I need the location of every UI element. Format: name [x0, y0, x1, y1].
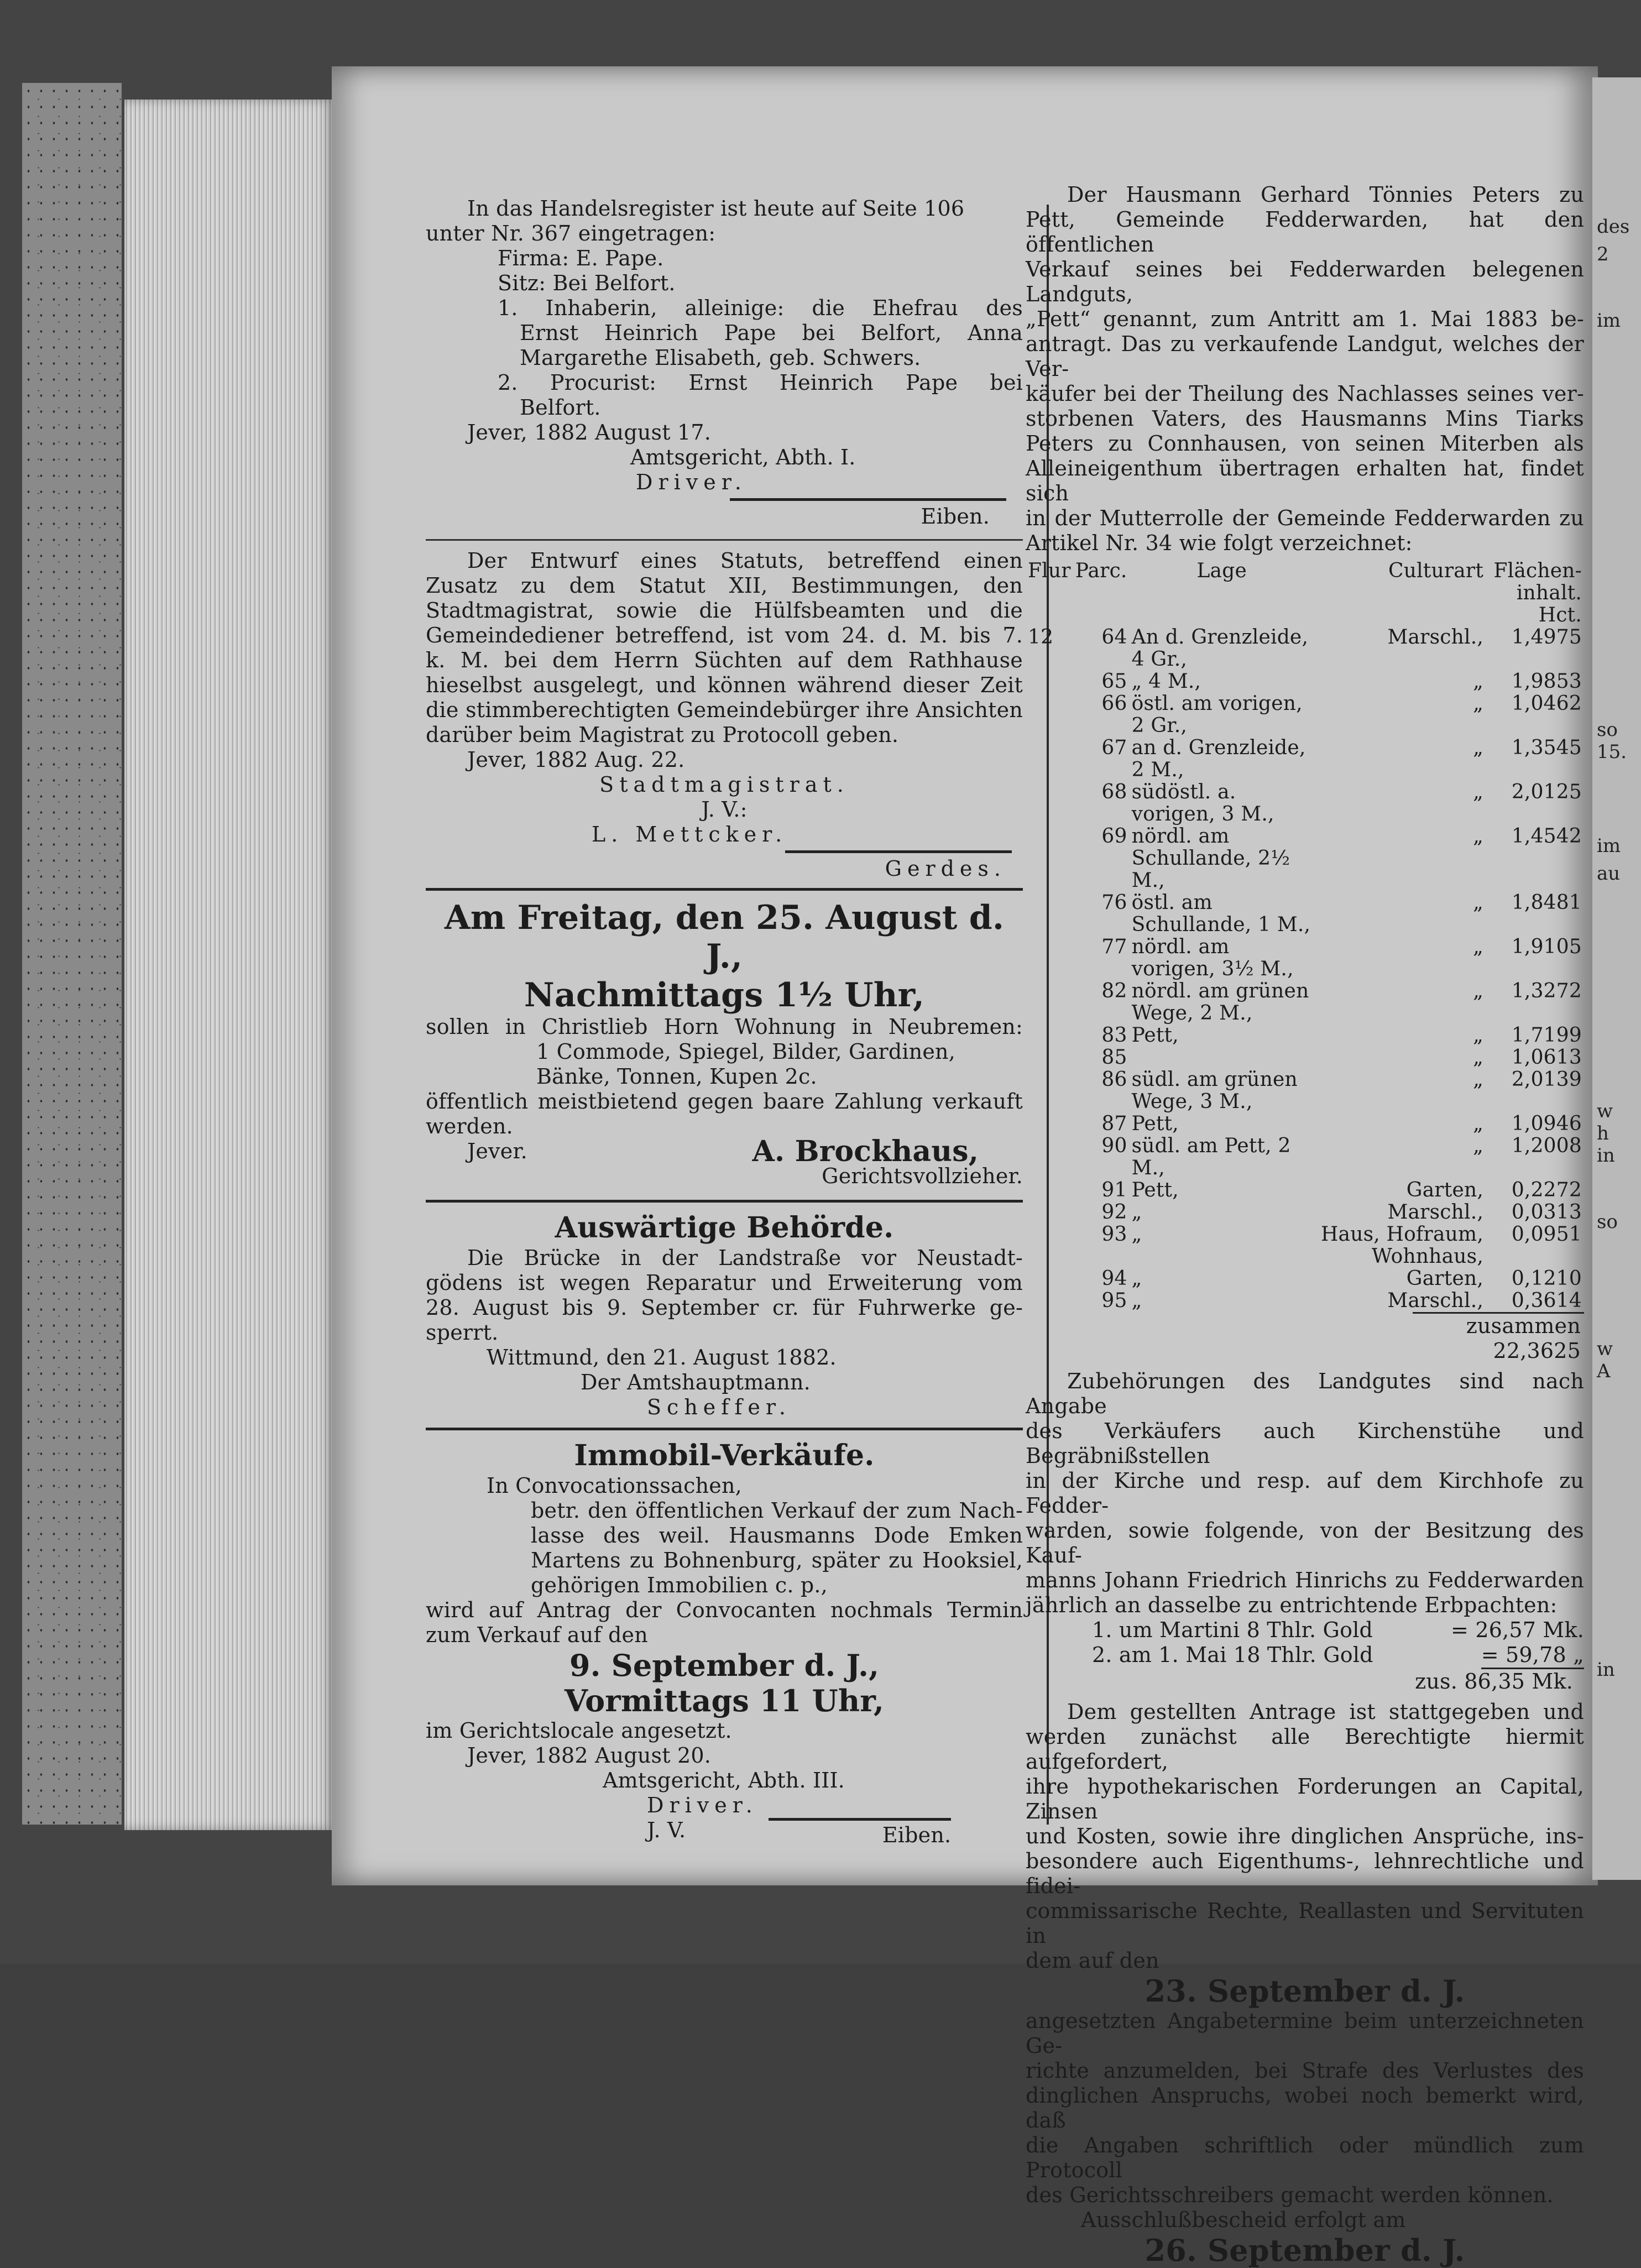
margin-fragment: au	[1597, 863, 1621, 885]
table-cell: 64	[1101, 626, 1127, 649]
table-cell: 1,0613	[1511, 1046, 1582, 1069]
margin-fragment: A	[1597, 1360, 1611, 1382]
table-row	[1026, 1224, 1584, 1268]
text-line: 2. am 1. Mai 18 Thlr. Gold	[1092, 1643, 1373, 1667]
table-cell: Marschl.,	[1387, 1201, 1483, 1224]
text-line: Sitz: Bei Belfort.	[498, 271, 676, 295]
table-cell: 1,7199	[1511, 1024, 1582, 1047]
table-cell: 83	[1101, 1024, 1127, 1047]
next-page-edge	[1592, 77, 1641, 1880]
text-line: 1. Inhaberin, alleinige: die Ehefrau des	[498, 296, 1023, 320]
table-cell: Garten,	[1406, 1267, 1483, 1290]
table-cell: „	[1473, 781, 1483, 803]
table-cell: An d. Grenzleide, 4 Gr.,	[1131, 626, 1309, 671]
table-cell: „	[1131, 1223, 1142, 1246]
table-cell: 68	[1101, 781, 1127, 803]
auction-title: Am Freitag, den 25. August d. J.,	[444, 898, 1005, 976]
table-cell: 12	[1028, 626, 1054, 649]
text-line: besondere auch Eigenthums-, lehnrechtliche und fidei-	[1026, 1849, 1584, 1898]
right-column	[1026, 182, 1584, 2268]
table-cell: 66	[1101, 692, 1127, 715]
table-cell: 82	[1101, 980, 1127, 1002]
text-line: wird auf Antrag der Convocanten nochmals Termin	[426, 1598, 1023, 1622]
text-line: Stadtmagistrat, sowie die Hülfsbeamten und die	[426, 598, 1023, 623]
text-line: manns Johann Friedrich Hinrichs zu Fedderwarden	[1026, 1568, 1584, 1592]
table-cell: 1,4975	[1511, 626, 1582, 649]
text-line: Firma: E. Pape.	[498, 246, 664, 270]
column-header: Parc.	[1075, 560, 1127, 582]
section-rule	[426, 1428, 1023, 1430]
table-cell: 86	[1101, 1068, 1127, 1091]
margin-fragment: h	[1597, 1122, 1609, 1145]
margin-fragment: in	[1597, 1659, 1615, 1681]
table-cell: „	[1473, 980, 1483, 1002]
text-line: des Verkäufers auch Kirchenstühe und Begräbnißstellen	[1026, 1419, 1584, 1468]
left-column	[426, 196, 1023, 1848]
text-line: commissarische Rechte, Reallasten und Servituten in	[1026, 1899, 1584, 1948]
table-cell: 1,0946	[1511, 1112, 1582, 1135]
amount-total: zus. 86,35 Mk.	[1415, 1669, 1573, 1694]
text-line: Stadtmagistrat.	[599, 772, 849, 797]
text-line: Alleineigenthum übertragen erhalten hat, findet sich	[1026, 456, 1584, 505]
table-cell: Pett,	[1131, 1024, 1179, 1047]
table-cell	[1026, 737, 1073, 781]
table-cell	[1026, 1179, 1073, 1201]
table-cell: „	[1131, 1267, 1142, 1290]
table-cell: 1,3545	[1511, 736, 1582, 759]
text-line: zum Verkauf auf den	[426, 1623, 648, 1647]
text-line: Zusatz zu dem Statut XII, Bestimmungen, den	[426, 573, 1023, 598]
table-cell: „	[1473, 1046, 1483, 1069]
text-line: sollen in Christlieb Horn Wohnung in Neubremen:	[426, 1015, 1023, 1039]
table-row	[1026, 737, 1584, 781]
time-highlight: Vormittags 11 Uhr,	[564, 1683, 885, 1718]
table-cell	[1026, 825, 1073, 892]
table-cell: „	[1473, 1135, 1483, 1157]
text-line: dinglichen Anspruchs, wobei noch bemerkt wird, daß	[1026, 2083, 1584, 2133]
signature-rule	[730, 498, 1006, 501]
table-row	[1026, 1268, 1584, 1290]
signature: Gerdes.	[885, 856, 1006, 881]
table-row	[1026, 936, 1584, 980]
text-line: Peters zu Connhausen, von seinen Miterben als	[1026, 431, 1584, 456]
text-line: Margarethe Elisabeth, geb. Schwers.	[520, 346, 921, 370]
speckled-cover	[22, 83, 122, 1825]
table-cell: 1,0462	[1511, 692, 1582, 715]
text-line: Belfort.	[520, 395, 601, 420]
section-rule	[426, 888, 1023, 891]
column-header: Flächen-inhalt. Hct.	[1493, 560, 1582, 626]
text-line: jährlich an dasselbe zu entrichtende Erbpachten:	[1026, 1593, 1558, 1617]
immobil-notice	[426, 1438, 1023, 1848]
table-cell	[1026, 1224, 1073, 1268]
book-fore-edge	[124, 100, 335, 1830]
statut-notice	[426, 548, 1023, 881]
text-line: in der Kirche und resp. auf dem Kirchhofe zu Fedder-	[1026, 1469, 1584, 1518]
text-line: 28. August bis 9. September cr. für Fuhrwerke ge-	[426, 1295, 1023, 1320]
table-cell	[1026, 671, 1073, 693]
table-cell: „	[1473, 891, 1483, 914]
text-line: öffentlich meistbietend gegen baare Zahlung verkauft	[426, 1089, 1023, 1114]
signer: A. Brockhaus,	[752, 1135, 979, 1168]
table-cell: 69	[1101, 825, 1127, 848]
text-line: Jever, 1882 August 17.	[467, 420, 712, 445]
table-cell: 2,0139	[1511, 1068, 1582, 1091]
parcel-table	[1026, 560, 1584, 1312]
text-line: und Kosten, sowie ihre dinglichen Ansprüche, ins-	[1026, 1824, 1584, 1848]
margin-fragment: in	[1597, 1145, 1615, 1167]
table-row	[1026, 1201, 1584, 1224]
table-cell: östl. am vorigen, 2 Gr.,	[1131, 692, 1303, 737]
table-total: zusammen 22,3625	[1413, 1312, 1584, 1363]
table-row	[1026, 1025, 1584, 1047]
table-cell: 1,3272	[1511, 980, 1582, 1002]
table-cell	[1026, 1113, 1073, 1135]
signature: Eiben.	[921, 504, 990, 529]
table-cell: 2,0125	[1511, 781, 1582, 803]
text-line: hieselbst ausgelegt, und können während dieser Zeit	[426, 673, 1023, 697]
margin-fragment: so	[1597, 719, 1618, 741]
text-line: Der Hausmann Gerhard Tönnies Peters zu	[1067, 182, 1584, 207]
text-line: darüber beim Magistrat zu Protocoll geben.	[426, 723, 899, 747]
signature: Driver.	[647, 1793, 758, 1817]
table-cell: „	[1131, 1289, 1142, 1312]
table-cell: 1,2008	[1511, 1135, 1582, 1157]
text-line: die Angaben schriftlich oder mündlich zum Protocoll	[1026, 2133, 1584, 2182]
text-line: dem auf den	[1026, 1948, 1159, 1973]
signature: Scheffer.	[647, 1395, 791, 1419]
table-cell: 0,0951	[1511, 1223, 1582, 1246]
text-line: Wittmund, den 21. August 1882.	[487, 1345, 837, 1370]
table-cell: südl. am Pett, 2 M.,	[1131, 1135, 1291, 1179]
column-header: Culturart	[1388, 560, 1483, 582]
list-item	[1092, 1618, 1584, 1643]
text-line: gehörigen Immobilien c. p.,	[531, 1573, 828, 1597]
text-line: Dem gestellten Antrage ist stattgegeben und	[1067, 1700, 1584, 1724]
margin-fragment: w	[1597, 1100, 1613, 1122]
table-cell: 92	[1101, 1201, 1127, 1224]
table-cell: 0,0313	[1511, 1201, 1582, 1224]
text-line: 2. Procurist: Ernst Heinrich Pape bei	[498, 370, 1023, 395]
amount: = 26,57 Mk.	[1451, 1618, 1584, 1642]
table-row	[1026, 1135, 1584, 1179]
margin-fragment: 2	[1597, 243, 1609, 265]
table-cell	[1026, 980, 1073, 1025]
text-line: angesetzten Angabetermine beim unterzeichneten Ge-	[1026, 2009, 1584, 2058]
signature: Driver.	[636, 470, 747, 494]
text-line: Pett, Gemeinde Fedderwarden, hat den öffentlichen	[1026, 207, 1584, 257]
text-line: werden zunächst alle Berechtigte hiermit aufgefordert,	[1026, 1724, 1584, 1774]
text-line: Artikel Nr. 34 wie folgt verzeichnet:	[1026, 531, 1413, 555]
table-cell: Pett,	[1131, 1112, 1179, 1135]
date-highlight: 9. September d. J.,	[569, 1648, 880, 1683]
table-cell: 1,4542	[1511, 825, 1582, 848]
text-line: betr. den öffentlichen Verkauf der zum Nach-	[531, 1498, 1023, 1523]
table-cell: „ 4 M.,	[1131, 670, 1201, 693]
text-line: Der Entwurf eines Statuts, betreffend einen	[467, 548, 1023, 573]
margin-fragment: 15.	[1597, 741, 1627, 763]
table-cell: „	[1473, 736, 1483, 759]
table-row	[1026, 1290, 1584, 1312]
text-line: Bänke, Tonnen, Kupen 2c.	[536, 1064, 817, 1089]
table-cell: „	[1473, 936, 1483, 958]
text-line: Jever, 1882 Aug. 22.	[467, 748, 685, 772]
table-cell: 0,1210	[1511, 1267, 1582, 1290]
table-cell: Marschl.,	[1387, 626, 1483, 649]
text-line: k. M. bei dem Herrn Süchten auf dem Rathhause	[426, 648, 1023, 672]
table-cell: 0,2272	[1511, 1179, 1582, 1201]
signature: L. Mettcker.	[592, 822, 788, 846]
table-cell: Marschl.,	[1387, 1289, 1483, 1312]
table-cell: Pett,	[1131, 1179, 1179, 1201]
table-cell	[1026, 781, 1073, 825]
erbpacht-list	[1026, 1618, 1584, 1694]
table-cell: 91	[1101, 1179, 1127, 1201]
table-cell: 93	[1101, 1223, 1127, 1246]
landgut-notice	[1026, 182, 1584, 2268]
signature: Eiben.	[769, 1818, 951, 1848]
text-line: Ausschlußbescheid erfolgt am	[1081, 2208, 1406, 2232]
table-cell	[1026, 892, 1073, 936]
table-cell: „	[1131, 1201, 1142, 1224]
table-cell: 1,9853	[1511, 670, 1582, 693]
table-cell	[1026, 693, 1073, 737]
text-line: Ernst Heinrich Pape bei Belfort, Anna	[520, 321, 1023, 345]
text-line: Gemeindediener betreffend, ist vom 24. d. M. bis 7.	[426, 623, 1023, 647]
table-cell: 1,9105	[1511, 936, 1582, 958]
table-cell	[1026, 1268, 1073, 1290]
table-cell	[1026, 1135, 1073, 1179]
table-row	[1026, 626, 1584, 671]
table-cell: 77	[1101, 936, 1127, 958]
text-line: im Gerichtslocale angesetzt.	[426, 1718, 732, 1743]
table-cell: „	[1473, 670, 1483, 693]
table-row	[1026, 825, 1584, 892]
table-cell: nördl. am grünen Wege, 2 M.,	[1131, 980, 1309, 1025]
table-row	[1026, 781, 1584, 825]
text-line: In Convocationssachen,	[487, 1473, 742, 1498]
table-cell: 85	[1101, 1046, 1127, 1069]
text-line: gödens ist wegen Reparatur und Erweiterung vom	[426, 1271, 1023, 1295]
list-item	[1092, 1643, 1584, 1669]
text-line: antragt. Das zu verkaufende Landgut, welches der Ver-	[1026, 332, 1584, 381]
table-cell: 65	[1101, 670, 1127, 693]
table-row	[1026, 1179, 1584, 1201]
table-cell: Garten,	[1406, 1179, 1483, 1201]
amount: = 59,78 „	[1481, 1643, 1584, 1669]
text-line: die stimmberechtigten Gemeindebürger ihre Ansichten	[426, 698, 1023, 722]
table-cell	[1130, 1047, 1314, 1069]
signer-title: Gerichtsvollzieher.	[822, 1164, 1023, 1188]
table-cell: 76	[1101, 891, 1127, 914]
table-cell: südöstl. a. vorigen, 3 M.,	[1131, 781, 1274, 825]
auction-time: Nachmittags 1½ Uhr,	[524, 976, 925, 1015]
table-cell	[1026, 1290, 1073, 1312]
table-cell	[1026, 936, 1073, 980]
section-heading: Auswärtige Behörde.	[555, 1211, 894, 1245]
table-cell: „	[1473, 1024, 1483, 1047]
table-row	[1026, 671, 1584, 693]
text-line: ihre hypothekarischen Forderungen an Capital, Zinsen	[1026, 1774, 1584, 1823]
text-line: J. V.	[647, 1818, 686, 1842]
section-rule	[426, 539, 1023, 541]
text-line: werden.	[426, 1114, 513, 1138]
table-row	[1026, 892, 1584, 936]
table-cell: Haus, Hofraum, Wohnhaus,	[1320, 1223, 1483, 1268]
table-row	[1026, 693, 1584, 737]
table-row	[1026, 1047, 1584, 1069]
margin-fragment: im	[1597, 835, 1621, 857]
margin-fragment: w	[1597, 1338, 1613, 1360]
table-row	[1026, 1113, 1584, 1135]
signature-rule	[785, 850, 1012, 853]
section-rule	[426, 1200, 1023, 1203]
behoerde-notice	[426, 1210, 1023, 1420]
table-cell: 95	[1101, 1289, 1127, 1312]
text-line: lasse des weil. Hausmanns Dode Emken	[531, 1523, 1023, 1548]
table-cell: 94	[1101, 1267, 1127, 1290]
date-highlight: 23. September d. J.	[1144, 1973, 1465, 2009]
text-line: in der Mutterrolle der Gemeinde Fedderwarden zu	[1026, 506, 1584, 530]
text-line: 1 Commode, Spiegel, Bilder, Gardinen,	[536, 1039, 956, 1064]
text-line: Die Brücke in der Landstraße vor Neustadt-	[467, 1246, 1023, 1270]
text-line: richte anzumelden, bei Strafe des Verlustes des	[1026, 2058, 1584, 2083]
date-highlight: 26. September d. J.	[1144, 2233, 1465, 2268]
margin-fragment: so	[1597, 1211, 1618, 1233]
margin-fragment: im	[1597, 310, 1621, 332]
table-cell: an d. Grenzleide, 2 M.,	[1131, 736, 1306, 781]
text-line: Verkauf seines bei Fedderwarden belegenen Landguts,	[1026, 257, 1584, 306]
section-heading: Immobil-Verkäufe.	[574, 1439, 875, 1472]
text-line: Amtsgericht, Abth. I.	[630, 445, 856, 469]
text-line: „Pett“ genannt, zum Antritt am 1. Mai 1883 be-	[1026, 307, 1584, 331]
text-line: Zubehörungen des Landgutes sind nach Angabe	[1026, 1369, 1584, 1418]
text-line: Martens zu Bohnenburg, später zu Hooksiel,	[531, 1548, 1023, 1572]
place: Jever.	[467, 1139, 527, 1163]
text-line: unter Nr. 367 eingetragen:	[426, 221, 716, 245]
column-header: Flur	[1028, 560, 1071, 582]
margin-fragment: des	[1597, 216, 1630, 238]
table-cell	[1026, 1201, 1073, 1224]
table-cell: südl. am grünen Wege, 3 M.,	[1131, 1068, 1298, 1113]
table-cell: nördl. am Schullande, 2½ M.,	[1131, 825, 1290, 892]
table-cell: 1,8481	[1511, 891, 1582, 914]
text-line: Amtsgericht, Abth. III.	[603, 1768, 845, 1793]
text-line: Der Amtshauptmann.	[581, 1370, 811, 1394]
text-line: storbenen Vaters, des Hausmanns Mins Tiarks	[1026, 406, 1584, 431]
table-row	[1026, 1069, 1584, 1113]
table-cell: 67	[1101, 736, 1127, 759]
text-line: des Gerichtsschreibers gemacht werden können.	[1026, 2183, 1554, 2207]
table-cell: „	[1473, 1112, 1483, 1135]
text-line: warden, sowie folgende, von der Besitzung des Kauf-	[1026, 1518, 1584, 1567]
text-line: In das Handelsregister ist heute auf Seite 106	[467, 196, 965, 221]
text-line: J. V.:	[701, 797, 748, 822]
table-cell	[1026, 1047, 1073, 1069]
table-cell: 0,3614	[1511, 1289, 1582, 1312]
handelsregister-notice	[426, 196, 1023, 529]
column-header: Lage	[1196, 560, 1247, 582]
text-line: käufer bei der Theilung des Nachlasses seines ver-	[1026, 382, 1584, 406]
table-cell: 87	[1101, 1112, 1127, 1135]
auction-notice	[426, 898, 1023, 1189]
table-header-row	[1026, 560, 1584, 626]
table-cell: „	[1473, 825, 1483, 848]
table-cell	[1026, 1069, 1073, 1113]
table-row	[1026, 980, 1584, 1025]
text-line: sperrt.	[426, 1320, 499, 1345]
text-line: Jever, 1882 August 20.	[467, 1743, 712, 1768]
table-cell	[1026, 1025, 1073, 1047]
table-cell: „	[1473, 1068, 1483, 1091]
table-cell: „	[1473, 692, 1483, 715]
text-line: 1. um Martini 8 Thlr. Gold	[1092, 1618, 1373, 1642]
table-cell: nördl. am vorigen, 3½ M.,	[1131, 936, 1294, 980]
table-cell: östl. am Schullande, 1 M.,	[1131, 891, 1311, 936]
table-cell: 90	[1101, 1135, 1127, 1157]
